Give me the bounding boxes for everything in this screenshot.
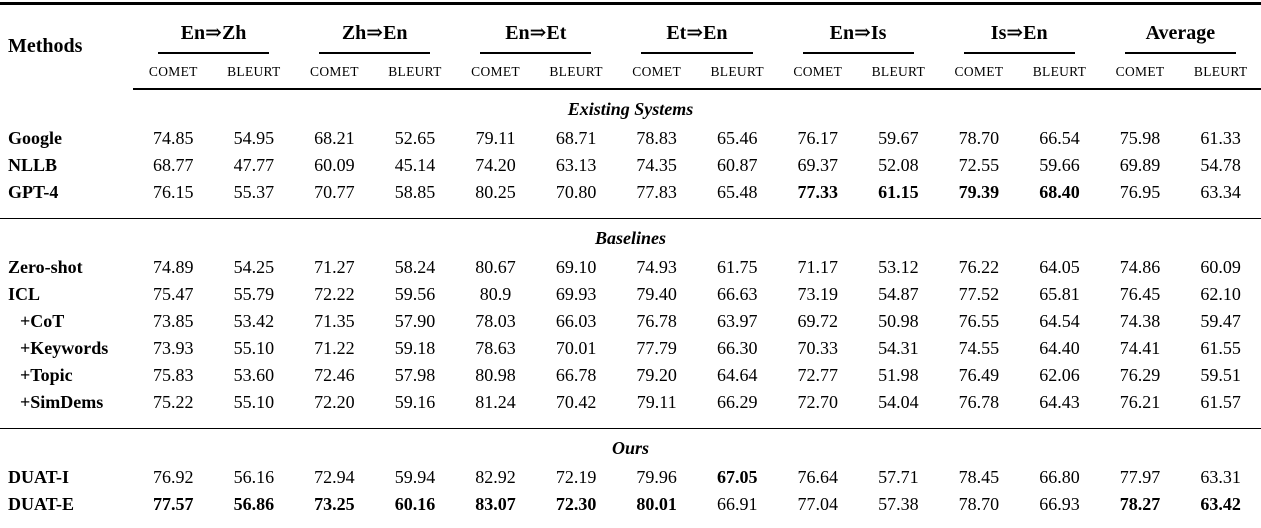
score-cell: 65.48: [716, 181, 758, 202]
score-cell: 61.55: [1200, 337, 1241, 358]
score-cell: 55.79: [233, 283, 275, 304]
score-cell: 78.70: [958, 127, 1000, 148]
score-cell: 60.87: [716, 154, 758, 175]
score-cell: 63.42: [1200, 493, 1241, 514]
score-cell: 52.08: [878, 154, 919, 175]
score-cell: 68.71: [555, 127, 597, 148]
metric-header-bleurt-7: BLEURT: [697, 54, 778, 89]
score-cell: 73.93: [153, 337, 194, 358]
score-cell: 76.17: [797, 127, 839, 148]
score-cell: 58.85: [394, 181, 436, 202]
score-cell: 77.97: [1119, 466, 1161, 487]
score-cell: 54.87: [878, 283, 919, 304]
score-cell: 72.77: [797, 364, 839, 385]
score-cell: 61.57: [1200, 391, 1241, 412]
score-cell: 72.55: [958, 154, 1000, 175]
score-cell: 57.71: [878, 466, 919, 487]
metric-header-bleurt-11: BLEURT: [1019, 54, 1100, 89]
score-cell: 53.42: [233, 310, 275, 331]
score-cell: 55.37: [233, 181, 275, 202]
method-name: Zero-shot: [8, 256, 83, 277]
score-cell: 59.51: [1200, 364, 1241, 385]
method-name: Google: [8, 127, 62, 148]
methods-column-header: Methods: [8, 35, 83, 58]
score-cell: 74.35: [636, 154, 677, 175]
group-label-en-zh: En⇒Zh: [180, 22, 247, 44]
score-cell: 68.40: [1039, 181, 1080, 202]
score-cell: 70.01: [555, 337, 597, 358]
method-name: GPT-4: [8, 181, 59, 202]
score-cell: 77.79: [636, 337, 677, 358]
score-cell: 54.04: [878, 391, 919, 412]
score-cell: 71.22: [314, 337, 355, 358]
score-cell: 73.25: [314, 493, 355, 514]
score-cell: 57.98: [394, 364, 436, 385]
group-header-average: [1100, 4, 1261, 54]
score-cell: 76.22: [958, 256, 1000, 277]
score-cell: 58.24: [394, 256, 436, 277]
section-title-row-baselines: [0, 218, 1261, 254]
table-row-duat-e: [0, 491, 1261, 528]
score-cell: 72.30: [555, 493, 597, 514]
method-name: +Keywords: [20, 337, 109, 358]
score-cell: 66.93: [1039, 493, 1080, 514]
score-cell: 80.01: [636, 493, 677, 514]
score-cell: 81.24: [475, 391, 516, 412]
score-cell: 80.98: [475, 364, 516, 385]
score-cell: 78.63: [475, 337, 516, 358]
score-cell: 62.06: [1039, 364, 1080, 385]
score-cell: 59.18: [394, 337, 436, 358]
score-cell: 47.77: [233, 154, 275, 175]
score-cell: 69.10: [555, 256, 597, 277]
score-cell: 78.03: [475, 310, 516, 331]
score-cell: 76.95: [1119, 181, 1161, 202]
score-cell: 66.78: [555, 364, 597, 385]
score-cell: 63.97: [716, 310, 758, 331]
score-cell: 59.16: [394, 391, 436, 412]
group-label-is-en: Is⇒En: [990, 22, 1048, 44]
score-cell: 75.98: [1119, 127, 1161, 148]
metric-header-comet-6: COMET: [616, 54, 697, 89]
score-cell: 45.14: [394, 154, 436, 175]
score-cell: 66.54: [1039, 127, 1080, 148]
score-cell: 53.60: [233, 364, 275, 385]
score-cell: 54.78: [1200, 154, 1241, 175]
score-cell: 69.72: [797, 310, 839, 331]
language-pair-header-row: [0, 4, 1261, 54]
score-cell: 76.55: [958, 310, 1000, 331]
score-cell: 75.83: [153, 364, 194, 385]
score-cell: 63.34: [1200, 181, 1241, 202]
score-cell: 76.64: [797, 466, 839, 487]
score-cell: 76.78: [958, 391, 1000, 412]
score-cell: 72.20: [314, 391, 355, 412]
score-cell: 79.20: [636, 364, 677, 385]
method-name: NLLB: [8, 154, 58, 175]
score-cell: 76.15: [153, 181, 194, 202]
results-table: [0, 2, 1261, 528]
score-cell: 56.86: [233, 493, 275, 514]
group-label-average: Average: [1145, 22, 1216, 44]
group-label-zh-en: Zh⇒En: [341, 22, 408, 44]
score-cell: 79.40: [636, 283, 677, 304]
score-cell: 76.92: [153, 466, 194, 487]
score-cell: 74.55: [958, 337, 1000, 358]
score-cell: 61.15: [878, 181, 919, 202]
group-label-et-en: Et⇒En: [666, 22, 728, 44]
method-name: ICL: [8, 283, 41, 304]
score-cell: 80.25: [475, 181, 516, 202]
metric-header-bleurt-1: BLEURT: [214, 54, 295, 89]
group-header-en-zh: [133, 4, 294, 54]
method-name: DUAT-E: [8, 493, 75, 514]
score-cell: 77.83: [636, 181, 677, 202]
score-cell: 67.05: [716, 466, 758, 487]
group-header-en-et: [455, 4, 616, 54]
metric-header-comet-10: COMET: [939, 54, 1020, 89]
score-cell: 78.83: [636, 127, 677, 148]
score-cell: 66.63: [716, 283, 758, 304]
score-cell: 79.11: [475, 127, 516, 148]
score-cell: 64.43: [1039, 391, 1080, 412]
score-cell: 69.37: [797, 154, 839, 175]
score-cell: 73.19: [797, 283, 839, 304]
score-cell: 75.22: [153, 391, 194, 412]
group-header-en-is: [778, 4, 939, 54]
score-cell: 71.35: [314, 310, 355, 331]
score-cell: 71.17: [797, 256, 839, 277]
score-cell: 65.46: [716, 127, 758, 148]
section-title-row-existing-systems: [0, 89, 1261, 125]
score-cell: 64.40: [1039, 337, 1080, 358]
score-cell: 77.33: [797, 181, 839, 202]
score-cell: 55.10: [233, 391, 275, 412]
group-header-et-en: [616, 4, 777, 54]
table-row-gpt-4: [0, 179, 1261, 219]
metric-header-bleurt-9: BLEURT: [858, 54, 939, 89]
score-cell: 70.42: [555, 391, 597, 412]
score-cell: 66.29: [716, 391, 758, 412]
group-label-en-is: En⇒Is: [829, 22, 887, 44]
score-cell: 65.81: [1039, 283, 1080, 304]
score-cell: 76.45: [1119, 283, 1161, 304]
score-cell: 76.78: [636, 310, 677, 331]
score-cell: 72.22: [314, 283, 355, 304]
score-cell: 74.85: [153, 127, 194, 148]
score-cell: 70.33: [797, 337, 839, 358]
score-cell: 52.65: [394, 127, 436, 148]
method-name: DUAT-I: [8, 466, 70, 487]
score-cell: 66.30: [716, 337, 758, 358]
metric-header-comet-0: COMET: [133, 54, 214, 89]
score-cell: 74.86: [1119, 256, 1161, 277]
score-cell: 78.27: [1119, 493, 1161, 514]
score-cell: 74.93: [636, 256, 677, 277]
score-cell: 76.49: [958, 364, 1000, 385]
metric-header-bleurt-3: BLEURT: [375, 54, 456, 89]
score-cell: 64.64: [716, 364, 758, 385]
score-cell: 66.80: [1039, 466, 1080, 487]
table-row-duat-i: [0, 464, 1261, 491]
score-cell: 79.39: [958, 181, 1000, 202]
score-cell: 79.11: [636, 391, 677, 412]
section-title-baselines: Baselines: [0, 218, 1261, 254]
score-cell: 54.25: [233, 256, 275, 277]
score-cell: 59.67: [878, 127, 919, 148]
score-cell: 74.38: [1119, 310, 1161, 331]
metric-header-comet-4: COMET: [455, 54, 536, 89]
score-cell: 77.52: [958, 283, 1000, 304]
score-cell: 66.91: [716, 493, 758, 514]
group-header-zh-en: [294, 4, 455, 54]
score-cell: 77.57: [153, 493, 194, 514]
score-cell: 72.94: [314, 466, 355, 487]
score-cell: 54.95: [233, 127, 275, 148]
metric-header-comet-12: COMET: [1100, 54, 1181, 89]
table-row-icl: [0, 281, 1261, 308]
table-row-zero-shot: [0, 254, 1261, 281]
table-row--topic: [0, 362, 1261, 389]
score-cell: 59.66: [1039, 154, 1080, 175]
section-title-existing-systems: Existing Systems: [567, 98, 694, 119]
group-header-is-en: [939, 4, 1100, 54]
metric-header-row: [0, 54, 1261, 89]
method-name: +SimDems: [20, 391, 104, 412]
score-cell: 64.54: [1039, 310, 1080, 331]
score-cell: 66.03: [555, 310, 597, 331]
score-cell: 59.56: [394, 283, 436, 304]
score-cell: 72.19: [555, 466, 597, 487]
score-cell: 68.77: [153, 154, 194, 175]
metric-header-comet-2: COMET: [294, 54, 375, 89]
score-cell: 75.47: [153, 283, 194, 304]
table-row--cot: [0, 308, 1261, 335]
score-cell: 56.16: [233, 466, 275, 487]
score-cell: 68.21: [314, 127, 355, 148]
score-cell: 78.45: [958, 466, 1000, 487]
score-cell: 69.93: [555, 283, 597, 304]
score-cell: 82.92: [475, 466, 516, 487]
score-cell: 62.10: [1200, 283, 1241, 304]
score-cell: 70.77: [314, 181, 355, 202]
score-cell: 72.70: [797, 391, 839, 412]
score-cell: 80.67: [475, 256, 516, 277]
score-cell: 79.96: [636, 466, 677, 487]
score-cell: 55.10: [233, 337, 275, 358]
score-cell: 61.33: [1200, 127, 1241, 148]
score-cell: 63.13: [555, 154, 597, 175]
score-cell: 57.38: [878, 493, 919, 514]
score-cell: 60.09: [314, 154, 355, 175]
score-cell: 76.21: [1119, 391, 1161, 412]
score-cell: 78.70: [958, 493, 1000, 514]
score-cell: 59.94: [394, 466, 436, 487]
score-cell: 73.85: [153, 310, 194, 331]
score-cell: 69.89: [1119, 154, 1161, 175]
score-cell: 74.41: [1119, 337, 1161, 358]
score-cell: 60.16: [394, 493, 436, 514]
score-cell: 50.98: [878, 310, 919, 331]
score-cell: 64.05: [1039, 256, 1080, 277]
score-cell: 54.31: [878, 337, 919, 358]
method-name: +Topic: [20, 364, 73, 385]
score-cell: 63.31: [1200, 466, 1241, 487]
score-cell: 80.9: [479, 283, 512, 304]
results-table-body: [0, 89, 1261, 528]
metric-header-bleurt-5: BLEURT: [536, 54, 617, 89]
metric-header-bleurt-13: BLEURT: [1180, 54, 1261, 89]
metric-header-comet-8: COMET: [778, 54, 859, 89]
score-cell: 70.80: [555, 181, 597, 202]
score-cell: 51.98: [878, 364, 919, 385]
score-cell: 53.12: [878, 256, 919, 277]
method-name: +CoT: [20, 310, 65, 331]
score-cell: 83.07: [475, 493, 516, 514]
score-cell: 60.09: [1200, 256, 1241, 277]
score-cell: 71.27: [314, 256, 355, 277]
table-row--simdems: [0, 389, 1261, 429]
score-cell: 59.47: [1200, 310, 1241, 331]
score-cell: 74.89: [153, 256, 194, 277]
section-title-row-ours: [0, 428, 1261, 464]
group-label-en-et: En⇒Et: [505, 22, 567, 44]
score-cell: 57.90: [394, 310, 436, 331]
table-row--keywords: [0, 335, 1261, 362]
section-title-ours: Ours: [0, 428, 1261, 464]
score-cell: 72.46: [314, 364, 355, 385]
score-cell: 61.75: [716, 256, 758, 277]
table-row-nllb: [0, 152, 1261, 179]
table-row-google: [0, 125, 1261, 152]
score-cell: 76.29: [1119, 364, 1161, 385]
score-cell: 77.04: [797, 493, 839, 514]
score-cell: 74.20: [475, 154, 516, 175]
